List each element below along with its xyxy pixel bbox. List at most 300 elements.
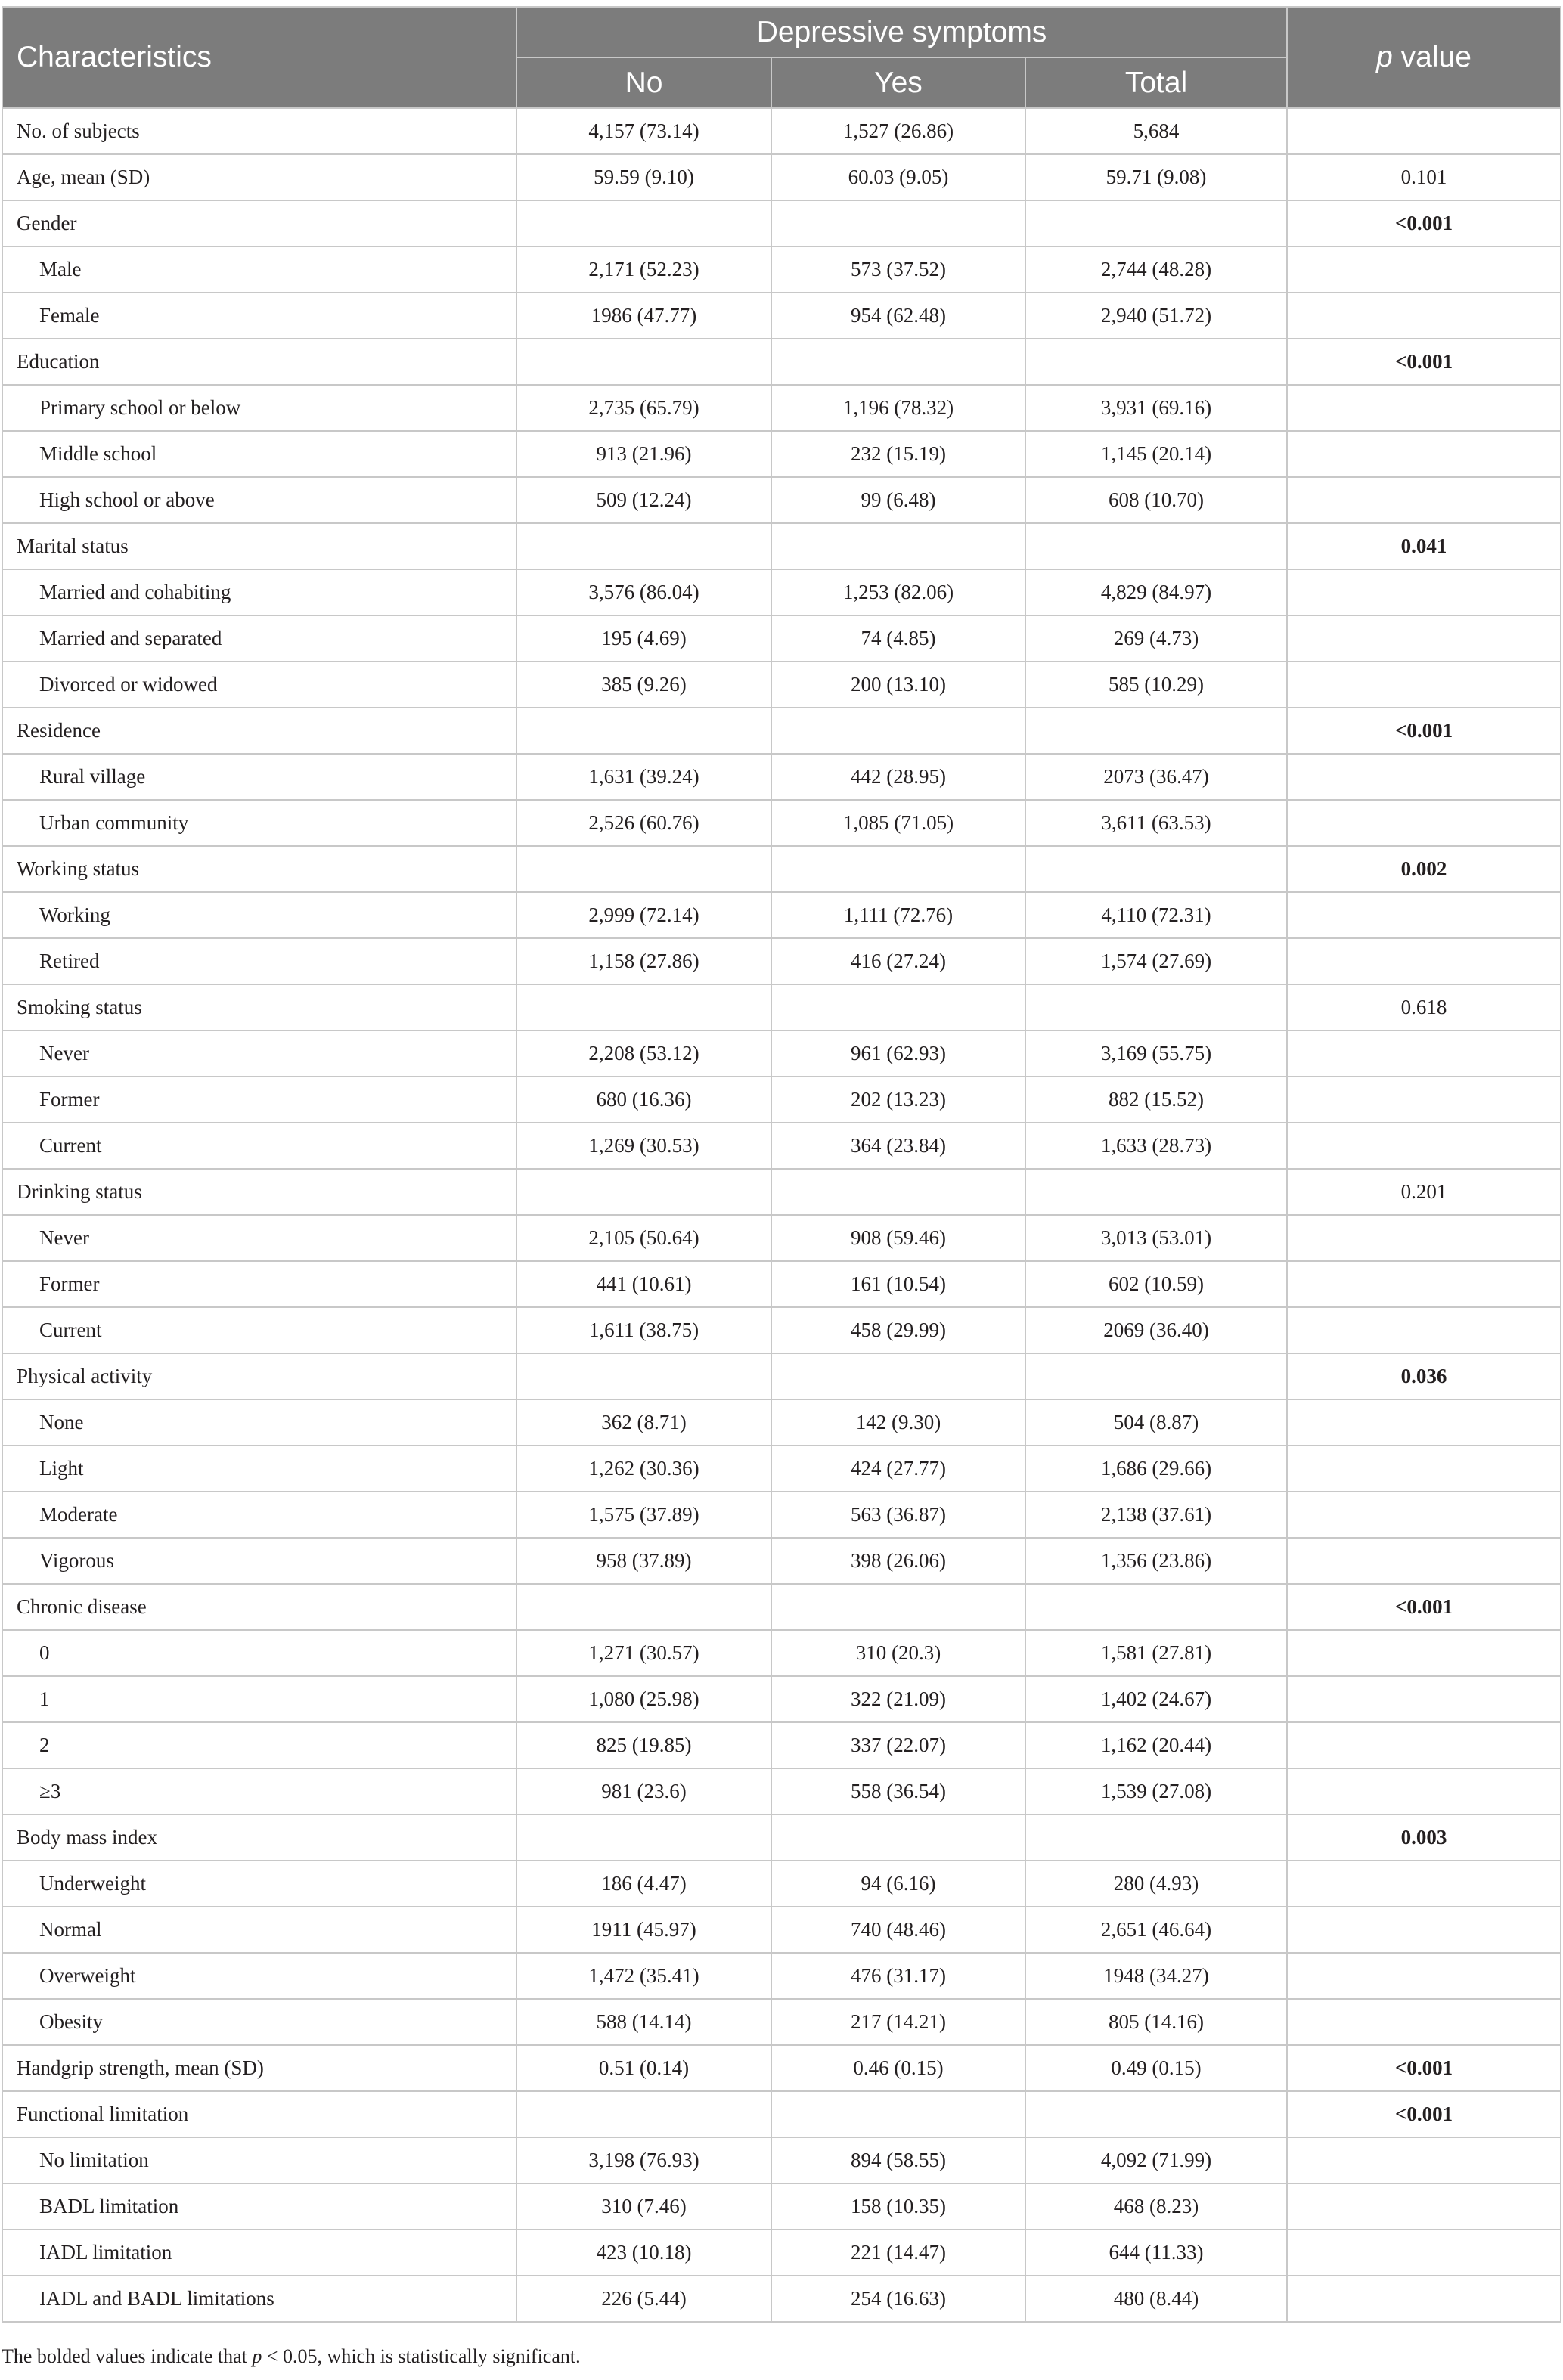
row-label-cell: Underweight [2, 1861, 516, 1907]
no-cell: 1,271 (30.57) [516, 1630, 771, 1676]
table-row [2, 1399, 1561, 1446]
p-value-cell [1287, 615, 1561, 662]
total-cell: 4,110 (72.31) [1025, 892, 1287, 938]
row-label-cell: Working [2, 892, 516, 938]
total-cell: 2,744 (48.28) [1025, 246, 1287, 293]
table-row [2, 2276, 1561, 2322]
table-row [2, 1169, 1561, 1215]
yes-cell: 254 (16.63) [771, 2276, 1025, 2322]
total-cell: 468 (8.23) [1025, 2183, 1287, 2230]
table-row [2, 1353, 1561, 1399]
table-row [2, 1814, 1561, 1861]
table-row [2, 754, 1561, 800]
yes-cell: 416 (27.24) [771, 938, 1025, 984]
total-cell [1025, 200, 1287, 246]
no-cell: 509 (12.24) [516, 477, 771, 523]
header-depressive-symptoms: Depressive symptoms [516, 7, 1287, 57]
table-row [2, 1307, 1561, 1353]
p-value-cell [1287, 1630, 1561, 1676]
p-value-cell [1287, 569, 1561, 615]
total-cell: 2,138 (37.61) [1025, 1492, 1287, 1538]
yes-cell: 1,527 (26.86) [771, 108, 1025, 154]
row-label-cell: Urban community [2, 800, 516, 846]
p-value-cell [1287, 2137, 1561, 2183]
yes-cell: 1,253 (82.06) [771, 569, 1025, 615]
row-label-cell: Moderate [2, 1492, 516, 1538]
footnote-post: < 0.05, which is statistically significant. [262, 2345, 581, 2367]
row-label-cell: Normal [2, 1907, 516, 1953]
p-value-cell [1287, 108, 1561, 154]
total-cell: 882 (15.52) [1025, 1077, 1287, 1123]
total-cell: 602 (10.59) [1025, 1261, 1287, 1307]
total-cell: 1,145 (20.14) [1025, 431, 1287, 477]
no-cell [516, 1169, 771, 1215]
row-label-cell: No limitation [2, 2137, 516, 2183]
footnote-pre: The bolded values indicate that [2, 2345, 253, 2367]
table-row [2, 615, 1561, 662]
row-label-cell: No. of subjects [2, 108, 516, 154]
p-value-cell [1287, 2183, 1561, 2230]
total-cell: 480 (8.44) [1025, 2276, 1287, 2322]
p-value-cell [1287, 1399, 1561, 1446]
header-p-italic: p [1376, 41, 1393, 73]
yes-cell: 573 (37.52) [771, 246, 1025, 293]
row-label-cell: 0 [2, 1630, 516, 1676]
table-row [2, 1722, 1561, 1768]
p-value-cell [1287, 1492, 1561, 1538]
header-characteristics: Characteristics [2, 7, 516, 108]
no-cell: 1,611 (38.75) [516, 1307, 771, 1353]
row-label-cell: Middle school [2, 431, 516, 477]
row-label-cell: Working status [2, 846, 516, 892]
row-label-cell: None [2, 1399, 516, 1446]
table-row [2, 2230, 1561, 2276]
total-cell [1025, 1169, 1287, 1215]
row-label-cell: IADL limitation [2, 2230, 516, 2276]
total-cell: 280 (4.93) [1025, 1861, 1287, 1907]
total-cell: 1,356 (23.86) [1025, 1538, 1287, 1584]
yes-cell [771, 2091, 1025, 2137]
yes-cell: 894 (58.55) [771, 2137, 1025, 2183]
row-label-cell: Residence [2, 708, 516, 754]
table-row [2, 846, 1561, 892]
yes-cell [771, 200, 1025, 246]
yes-cell: 158 (10.35) [771, 2183, 1025, 2230]
p-value-cell [1287, 385, 1561, 431]
yes-cell: 322 (21.09) [771, 1676, 1025, 1722]
table-row [2, 293, 1561, 339]
no-cell: 1,080 (25.98) [516, 1676, 771, 1722]
total-cell: 504 (8.87) [1025, 1399, 1287, 1446]
no-cell: 1,575 (37.89) [516, 1492, 771, 1538]
yes-cell: 74 (4.85) [771, 615, 1025, 662]
row-label-cell: Marital status [2, 523, 516, 569]
no-cell: 981 (23.6) [516, 1768, 771, 1814]
p-value-cell [1287, 1907, 1561, 1953]
yes-cell: 217 (14.21) [771, 1999, 1025, 2045]
yes-cell [771, 846, 1025, 892]
no-cell: 59.59 (9.10) [516, 154, 771, 200]
row-label-cell: Primary school or below [2, 385, 516, 431]
yes-cell: 1,196 (78.32) [771, 385, 1025, 431]
table-row [2, 1538, 1561, 1584]
total-cell: 1,402 (24.67) [1025, 1676, 1287, 1722]
table-row [2, 1446, 1561, 1492]
row-label-cell: 2 [2, 1722, 516, 1768]
no-cell: 2,999 (72.14) [516, 892, 771, 938]
p-value-cell [1287, 892, 1561, 938]
header-total: Total [1025, 57, 1287, 108]
yes-cell: 232 (15.19) [771, 431, 1025, 477]
yes-cell: 442 (28.95) [771, 754, 1025, 800]
total-cell: 805 (14.16) [1025, 1999, 1287, 2045]
no-cell: 385 (9.26) [516, 662, 771, 708]
no-cell: 1,262 (30.36) [516, 1446, 771, 1492]
p-value-cell: <0.001 [1287, 1584, 1561, 1630]
table-body [2, 108, 1561, 2322]
no-cell: 1911 (45.97) [516, 1907, 771, 1953]
row-label-cell: Education [2, 339, 516, 385]
no-cell: 958 (37.89) [516, 1538, 771, 1584]
table-row [2, 1123, 1561, 1169]
row-label-cell: Married and cohabiting [2, 569, 516, 615]
row-label-cell: Current [2, 1123, 516, 1169]
p-value-cell [1287, 800, 1561, 846]
row-label-cell: BADL limitation [2, 2183, 516, 2230]
yes-cell: 142 (9.30) [771, 1399, 1025, 1446]
table-header [2, 7, 1561, 108]
total-cell [1025, 846, 1287, 892]
header-p-rest: value [1392, 41, 1472, 73]
no-cell: 1,631 (39.24) [516, 754, 771, 800]
no-cell: 441 (10.61) [516, 1261, 771, 1307]
p-value-cell: <0.001 [1287, 2091, 1561, 2137]
table-row [2, 385, 1561, 431]
total-cell [1025, 1584, 1287, 1630]
yes-cell: 337 (22.07) [771, 1722, 1025, 1768]
no-cell: 186 (4.47) [516, 1861, 771, 1907]
no-cell [516, 1584, 771, 1630]
no-cell: 1,269 (30.53) [516, 1123, 771, 1169]
table-row [2, 1861, 1561, 1907]
no-cell: 1,158 (27.86) [516, 938, 771, 984]
total-cell [1025, 2091, 1287, 2137]
total-cell [1025, 708, 1287, 754]
yes-cell: 99 (6.48) [771, 477, 1025, 523]
row-label-cell: Gender [2, 200, 516, 246]
row-label-cell: Retired [2, 938, 516, 984]
total-cell: 2,940 (51.72) [1025, 293, 1287, 339]
yes-cell: 94 (6.16) [771, 1861, 1025, 1907]
p-value-cell [1287, 1077, 1561, 1123]
table-row [2, 800, 1561, 846]
p-value-cell [1287, 1446, 1561, 1492]
yes-cell: 1,085 (71.05) [771, 800, 1025, 846]
row-label-cell: Smoking status [2, 984, 516, 1030]
yes-cell: 961 (62.93) [771, 1030, 1025, 1077]
p-value-cell [1287, 1953, 1561, 1999]
yes-cell: 202 (13.23) [771, 1077, 1025, 1123]
row-label-cell: Divorced or widowed [2, 662, 516, 708]
table-row [2, 1215, 1561, 1261]
p-value-cell: 0.002 [1287, 846, 1561, 892]
p-value-cell [1287, 246, 1561, 293]
table-row [2, 246, 1561, 293]
row-label-cell: Functional limitation [2, 2091, 516, 2137]
total-cell: 1,162 (20.44) [1025, 1722, 1287, 1768]
table-row [2, 2183, 1561, 2230]
yes-cell: 161 (10.54) [771, 1261, 1025, 1307]
p-value-cell [1287, 938, 1561, 984]
row-label-cell: Current [2, 1307, 516, 1353]
yes-cell: 740 (48.46) [771, 1907, 1025, 1953]
p-value-cell: 0.036 [1287, 1353, 1561, 1399]
no-cell: 1,472 (35.41) [516, 1953, 771, 1999]
table-row [2, 1030, 1561, 1077]
yes-cell: 563 (36.87) [771, 1492, 1025, 1538]
total-cell: 644 (11.33) [1025, 2230, 1287, 2276]
total-cell: 1,633 (28.73) [1025, 1123, 1287, 1169]
no-cell [516, 2091, 771, 2137]
total-cell [1025, 1814, 1287, 1861]
row-label-cell: Overweight [2, 1953, 516, 1999]
table-row [2, 154, 1561, 200]
total-cell: 59.71 (9.08) [1025, 154, 1287, 200]
table-row [2, 523, 1561, 569]
yes-cell: 476 (31.17) [771, 1953, 1025, 1999]
p-value-cell: <0.001 [1287, 200, 1561, 246]
table-row [2, 569, 1561, 615]
row-label-cell: High school or above [2, 477, 516, 523]
no-cell: 2,171 (52.23) [516, 246, 771, 293]
no-cell: 1986 (47.77) [516, 293, 771, 339]
no-cell: 2,526 (60.76) [516, 800, 771, 846]
total-cell: 1,581 (27.81) [1025, 1630, 1287, 1676]
table-row [2, 1676, 1561, 1722]
total-cell: 3,931 (69.16) [1025, 385, 1287, 431]
table-row [2, 2045, 1561, 2091]
table-row [2, 1999, 1561, 2045]
total-cell: 4,092 (71.99) [1025, 2137, 1287, 2183]
p-value-cell [1287, 1768, 1561, 1814]
table-footnote [2, 2345, 581, 2368]
total-cell: 2069 (36.40) [1025, 1307, 1287, 1353]
p-value-cell [1287, 1307, 1561, 1353]
table-row [2, 1768, 1561, 1814]
total-cell [1025, 339, 1287, 385]
yes-cell [771, 523, 1025, 569]
p-value-cell: 0.041 [1287, 523, 1561, 569]
row-label-cell: Chronic disease [2, 1584, 516, 1630]
total-cell: 5,684 [1025, 108, 1287, 154]
no-cell: 913 (21.96) [516, 431, 771, 477]
row-label-cell: Former [2, 1077, 516, 1123]
no-cell [516, 1814, 771, 1861]
no-cell [516, 984, 771, 1030]
no-cell [516, 846, 771, 892]
p-value-cell [1287, 1215, 1561, 1261]
table-row [2, 1492, 1561, 1538]
yes-cell: 364 (23.84) [771, 1123, 1025, 1169]
p-value-cell: 0.201 [1287, 1169, 1561, 1215]
p-value-cell [1287, 662, 1561, 708]
total-cell: 585 (10.29) [1025, 662, 1287, 708]
table-row [2, 708, 1561, 754]
yes-cell [771, 1584, 1025, 1630]
row-label-cell: Handgrip strength, mean (SD) [2, 2045, 516, 2091]
row-label-cell: Light [2, 1446, 516, 1492]
row-label-cell: Male [2, 246, 516, 293]
row-label-cell: Rural village [2, 754, 516, 800]
row-label-cell: Drinking status [2, 1169, 516, 1215]
p-value-cell: <0.001 [1287, 708, 1561, 754]
table-row [2, 431, 1561, 477]
footnote-p-italic: p [252, 2345, 262, 2367]
total-cell: 4,829 (84.97) [1025, 569, 1287, 615]
p-value-cell [1287, 1261, 1561, 1307]
row-label-cell: 1 [2, 1676, 516, 1722]
table-row [2, 1630, 1561, 1676]
total-cell: 0.49 (0.15) [1025, 2045, 1287, 2091]
row-label-cell: IADL and BADL limitations [2, 2276, 516, 2322]
p-value-cell [1287, 1030, 1561, 1077]
p-value-cell [1287, 431, 1561, 477]
table-row [2, 200, 1561, 246]
yes-cell: 398 (26.06) [771, 1538, 1025, 1584]
p-value-cell [1287, 754, 1561, 800]
row-label-cell: Former [2, 1261, 516, 1307]
no-cell: 680 (16.36) [516, 1077, 771, 1123]
row-label-cell: Married and separated [2, 615, 516, 662]
yes-cell: 60.03 (9.05) [771, 154, 1025, 200]
table-row [2, 1907, 1561, 1953]
header-no: No [516, 57, 771, 108]
row-label-cell: ≥3 [2, 1768, 516, 1814]
table-row [2, 938, 1561, 984]
p-value-cell [1287, 293, 1561, 339]
table-row [2, 1261, 1561, 1307]
no-cell: 3,198 (76.93) [516, 2137, 771, 2183]
p-value-cell [1287, 1123, 1561, 1169]
total-cell: 269 (4.73) [1025, 615, 1287, 662]
yes-cell: 200 (13.10) [771, 662, 1025, 708]
no-cell [516, 1353, 771, 1399]
total-cell [1025, 523, 1287, 569]
no-cell: 0.51 (0.14) [516, 2045, 771, 2091]
no-cell: 588 (14.14) [516, 1999, 771, 2045]
total-cell: 1,686 (29.66) [1025, 1446, 1287, 1492]
p-value-cell: <0.001 [1287, 2045, 1561, 2091]
row-label-cell: Female [2, 293, 516, 339]
table-row [2, 1077, 1561, 1123]
no-cell: 825 (19.85) [516, 1722, 771, 1768]
table-row [2, 108, 1561, 154]
no-cell: 226 (5.44) [516, 2276, 771, 2322]
table-row [2, 662, 1561, 708]
p-value-cell: <0.001 [1287, 339, 1561, 385]
p-value-cell [1287, 1999, 1561, 2045]
characteristics-table [2, 6, 1561, 2323]
p-value-cell [1287, 2230, 1561, 2276]
total-cell: 3,169 (55.75) [1025, 1030, 1287, 1077]
yes-cell: 424 (27.77) [771, 1446, 1025, 1492]
table-row [2, 1584, 1561, 1630]
no-cell [516, 339, 771, 385]
p-value-cell [1287, 1676, 1561, 1722]
yes-cell [771, 984, 1025, 1030]
yes-cell: 0.46 (0.15) [771, 2045, 1025, 2091]
total-cell: 2,651 (46.64) [1025, 1907, 1287, 1953]
no-cell: 195 (4.69) [516, 615, 771, 662]
yes-cell: 558 (36.54) [771, 1768, 1025, 1814]
yes-cell: 458 (29.99) [771, 1307, 1025, 1353]
total-cell: 2073 (36.47) [1025, 754, 1287, 800]
row-label-cell: Never [2, 1215, 516, 1261]
yes-cell [771, 1353, 1025, 1399]
no-cell: 362 (8.71) [516, 1399, 771, 1446]
yes-cell [771, 1814, 1025, 1861]
no-cell: 423 (10.18) [516, 2230, 771, 2276]
table-row [2, 892, 1561, 938]
no-cell: 4,157 (73.14) [516, 108, 771, 154]
header-p-value [1287, 7, 1561, 108]
yes-cell: 1,111 (72.76) [771, 892, 1025, 938]
table-row [2, 477, 1561, 523]
total-cell: 3,013 (53.01) [1025, 1215, 1287, 1261]
yes-cell [771, 708, 1025, 754]
total-cell: 608 (10.70) [1025, 477, 1287, 523]
no-cell: 2,208 (53.12) [516, 1030, 771, 1077]
no-cell [516, 708, 771, 754]
p-value-cell [1287, 1861, 1561, 1907]
p-value-cell: 0.618 [1287, 984, 1561, 1030]
no-cell: 2,105 (50.64) [516, 1215, 771, 1261]
row-label-cell: Body mass index [2, 1814, 516, 1861]
no-cell [516, 523, 771, 569]
table-row [2, 1953, 1561, 1999]
p-value-cell: 0.003 [1287, 1814, 1561, 1861]
row-label-cell: Never [2, 1030, 516, 1077]
no-cell: 310 (7.46) [516, 2183, 771, 2230]
p-value-cell [1287, 1538, 1561, 1584]
row-label-cell: Vigorous [2, 1538, 516, 1584]
table-row [2, 2137, 1561, 2183]
row-label-cell: Obesity [2, 1999, 516, 2045]
total-cell: 1,539 (27.08) [1025, 1768, 1287, 1814]
p-value-cell [1287, 477, 1561, 523]
total-cell: 1,574 (27.69) [1025, 938, 1287, 984]
total-cell: 1948 (34.27) [1025, 1953, 1287, 1999]
yes-cell [771, 1169, 1025, 1215]
table-row [2, 2091, 1561, 2137]
table-row [2, 339, 1561, 385]
row-label-cell: Age, mean (SD) [2, 154, 516, 200]
total-cell: 3,611 (63.53) [1025, 800, 1287, 846]
p-value-cell [1287, 1722, 1561, 1768]
p-value-cell: 0.101 [1287, 154, 1561, 200]
yes-cell: 954 (62.48) [771, 293, 1025, 339]
yes-cell: 221 (14.47) [771, 2230, 1025, 2276]
table-row [2, 984, 1561, 1030]
yes-cell: 310 (20.3) [771, 1630, 1025, 1676]
yes-cell: 908 (59.46) [771, 1215, 1025, 1261]
header-yes: Yes [771, 57, 1025, 108]
total-cell [1025, 1353, 1287, 1399]
no-cell: 2,735 (65.79) [516, 385, 771, 431]
no-cell [516, 200, 771, 246]
yes-cell [771, 339, 1025, 385]
total-cell [1025, 984, 1287, 1030]
